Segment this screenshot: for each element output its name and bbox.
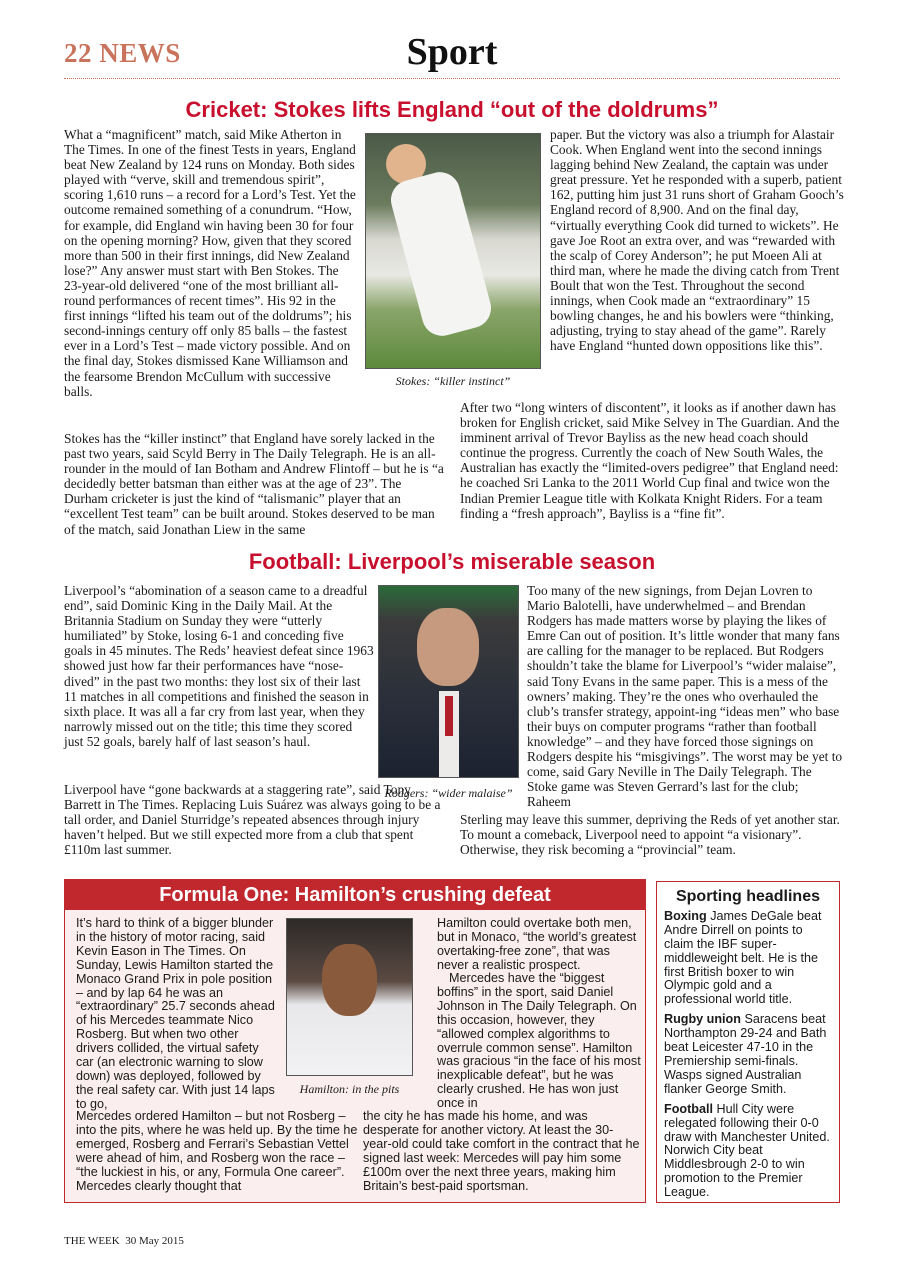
- sidebar-item: [664, 1103, 832, 1200]
- f1-paragraph-1: It’s hard to think of a bigger blunder in the history of motor racing, said Kevin Eason in The Times. On Sunday, Lewis Hamilton started the Monaco Grand Prix in pole position – and by lap 64 he was an “extraordinary” 25.7 seconds ahead of his Mercedes teammate Nico Rosberg. But when two other drivers collided, the virtual safety car (an electronic warning to slow down) was deployed, followed by the real safety car. With just 14 laps to go,: [76, 916, 275, 1111]
- cricket-headline: Cricket: Stokes lifts England “out of the doldrums”: [185, 97, 719, 122]
- f1-paragraph-5: the city he has made his home, and was desperate for another victory. At least the 30-year-old could take comfort in the contract that he signed last week: Mercedes will pay him some £100m over the next three years, making him Britain’s best-paid sportsman.: [363, 1109, 640, 1193]
- football-headline: Football: Liverpool’s miserable season: [248, 549, 656, 574]
- sidebar-item-text: James DeGale beat Andre Dirrell on points to claim the IBF super-middleweight belt. He is the first British boxer to win Olympic gold and a professional world title.: [664, 908, 822, 1007]
- page-footer: THE WEEK 30 May 2015: [64, 1235, 184, 1247]
- f1-paragraph-3: Hamilton could overtake both men, but in Monaco, “the world’s greatest overtaking-free zone”, that was never a realistic prospect.: [437, 916, 637, 972]
- sidebar-item-label: Rugby union: [664, 1012, 741, 1027]
- header-divider: [64, 78, 840, 79]
- football-paragraph-1: Liverpool’s “abomination of a season came to a dreadful end”, said Dominic King in the Daily Mail. At the Britannia Stadium on Sunday they were “utterly humiliated” by Stoke, losing 6-1 and conceding five goals in 45 minutes. The Reds’ heaviest defeat since 1963 showed just how far their performances have “nose-dived” in the past two months: they lost six of their last 11 matches in all competitions and finished the season in sixth place. It was all a far cry from last year, when they narrowly missed out on the title; this time they scored just 52 goals, barely half of last season’s haul.: [64, 583, 374, 749]
- page-title: Sport: [406, 31, 498, 73]
- sporting-headlines-sidebar: [656, 881, 840, 1203]
- sidebar-item-label: Boxing: [664, 908, 707, 923]
- sidebar-title: Sporting headlines: [675, 888, 820, 905]
- rodgers-caption: Rodgers: “wider malaise”: [384, 786, 513, 800]
- sidebar-item: [664, 1013, 832, 1096]
- hamilton-photo: [286, 918, 413, 1076]
- football-paragraph-2: Liverpool have “gone backwards at a staggering rate”, said Tony Barrett in The Times. Replacing Luis Suárez was always going to be a tall order, and Daniel Sturridge’s repeated absences through injury haven’t helped. But we still expected more from a club that spent £110m last summer.: [64, 782, 441, 858]
- f1-headline: Formula One: Hamilton’s crushing defeat: [65, 880, 645, 910]
- sidebar-item-label: Football: [664, 1101, 713, 1116]
- cricket-paragraph-3: paper. But the victory was also a triumph for Alastair Cook. When England went into the second innings lagging behind New Zealand, the captain was under great pressure. Yet he responded with a superb, patient 162, putting him just 31 runs short of Graham Gooch’s England record of 8,900. And on the final day, “virtually everything Cook did turned to wickets”. He gave Joe Root an extra over, and was “rewarded with the scalp of Corey Anderson”; he put Moeen Ali at third man, where he made the diving catch from Trent Boult that won the Test. Throughout the second innings, when Cook made an “extraordinary” 15 bowling changes, he and his bowlers were “thinking, adjusting, trying to stay ahead of the game”. Rarely have England “hunted down oppositions like this”.: [550, 127, 844, 354]
- rodgers-photo: [378, 585, 519, 778]
- hamilton-caption: Hamilton: in the pits: [299, 1082, 400, 1096]
- stokes-photo: [365, 133, 541, 369]
- f1-box: [64, 879, 646, 1203]
- page-number: 22: [64, 38, 92, 68]
- cricket-paragraph-1: What a “magnificent” match, said Mike Atherton in The Times. In one of the finest Tests in years, England beat New Zealand by 124 runs on Monday. Both sides played with “verve, skill and tremendous spirit”, scoring 1,610 runs – a record for a Lord’s Test. Yet the outcome remained something of a conundrum. “How, for example, did England win having been 30 for four on the opening morning? How, given that they scored more than 500 in their first innings, did New Zealand lose?” Any answer must start with Ben Stokes. The 23-year-old delivered “one of the most brilliant all-round performances of recent times”. His 92 in the first innings “lifted his team out of the doldrums”; his second-innings century off only 85 balls – the fastest ever in a Lord’s Test – made victory possible. And on the final day, Stokes dismissed Kane Williamson and the fearsome Brendon McCullum with successive balls.: [64, 127, 356, 399]
- sidebar-item: [664, 910, 832, 1007]
- sidebar-item-text: Hull City were relegated following their 0-0 draw with Manchester United. Norwich City beat Middlesbrough 2-0 to win promotion to the Premier League.: [664, 1101, 830, 1200]
- sidebar-item-text: Saracens beat Northampton 29-24 and Bath beat Leicester 47-10 in the Premiership semi-finals. Wasps signed Australian flanker George Smith.: [664, 1012, 827, 1096]
- section-name: NEWS: [99, 38, 181, 68]
- stokes-caption: Stokes: “killer instinct”: [395, 374, 511, 388]
- f1-paragraph-4: Mercedes have the “biggest boffins” in the sport, said Daniel Johnson in The Daily Telegraph. On this occasion, however, they “allowed complex algorithms to overrule common sense”. Hamilton was gracious “in the face of his most inexplicable defeat”, but he was clearly crushed. He has won just once in: [437, 971, 641, 1111]
- cricket-paragraph-2: Stokes has the “killer instinct” that England have sorely lacked in the past two years, said Scyld Berry in The Daily Telegraph. He is an all-rounder in the mould of Ian Botham and Andrew Flintoff – but he is “a decidedly better batsman than either was at the age of 23”. The Durham cricketer is just the kind of “talismanic” player that an “excellent Test team” can be built around. Stokes deserved to be man of the match, said Jonathan Liew in the same: [64, 431, 444, 537]
- f1-paragraph-2: Mercedes ordered Hamilton – but not Rosberg – into the pits, where he was held up. By the time he emerged, Rosberg and Ferrari’s Sebastian Vettel were ahead of him, and Rosberg won the race – “the luckiest in his, or any, Formula One career”. Mercedes clearly thought that: [76, 1109, 358, 1193]
- football-paragraph-4: Sterling may leave this summer, depriving the Reds of yet another star. To mount a comeback, Liverpool need to appoint “a visionary”. Otherwise, they risk becoming a “provincial” team.: [460, 812, 840, 858]
- cricket-paragraph-4: After two “long winters of discontent”, it looks as if another dawn has broken for English cricket, said Mike Selvey in The Guardian. And the imminent arrival of Trevor Bayliss as the new head coach should continue the progress. Currently the coach of New South Wales, the Australian has exactly the “limited-overs pedigree” that England need: he coached Sri Lanka to the 2011 World Cup final and twice won the Indian Premier League title with Kolkata Knight Riders. For a team finding a “fresh approach”, Bayliss is a “fine fit”.: [460, 400, 840, 521]
- football-paragraph-3: Too many of the new signings, from Dejan Lovren to Mario Balotelli, have underwhelmed – and Brendan Rodgers has made matters worse by playing the likes of Emre Can out of position. It’s little wonder that many fans are calling for the manager to be replaced. But Rodgers shouldn’t take the blame for Liverpool’s “wider malaise”, said Tony Evans in the same paper. This is a mess of the owners’ making. They’re the ones who overhauled the club’s transfer strategy, appoint-ing “ideas men” who base their buys on computer programs “rather than football knowledge” – and they have forced those signings on Rodgers despite his “misgivings”. The worst may be yet to come, said Gary Neville in The Daily Telegraph. The Stoke game was Steven Gerrard’s last for the club; Raheem: [527, 583, 843, 810]
